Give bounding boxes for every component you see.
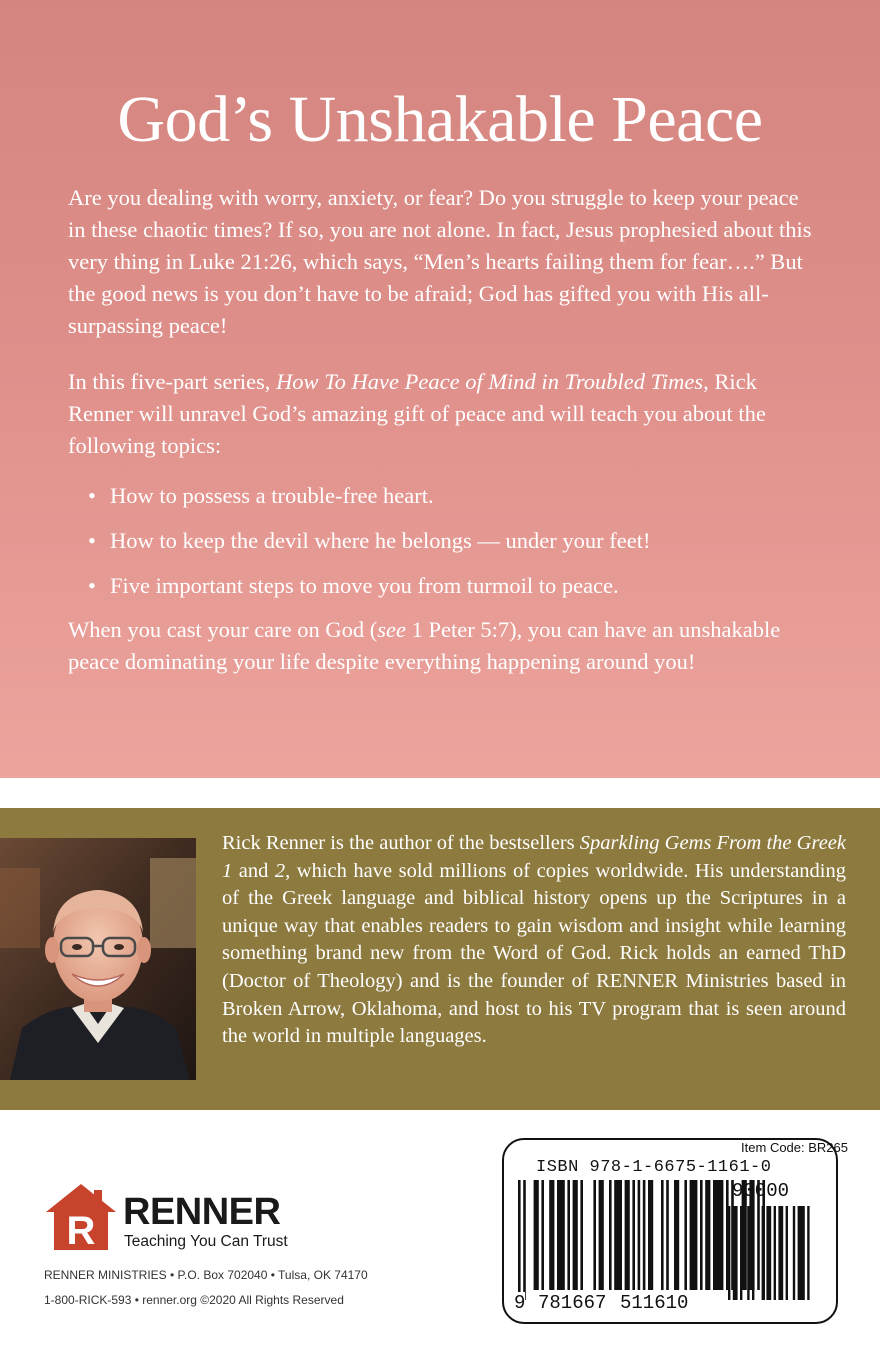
author-bio (222, 830, 846, 1051)
barcode-bar-18 (661, 1180, 664, 1290)
barcode-addon-bar-42 (793, 1206, 795, 1300)
barcode-bar-14 (632, 1180, 635, 1290)
closing-lead: When you cast your care on God ( (68, 617, 378, 642)
series-lead: In this five-part series, (68, 369, 277, 394)
author-bio-band (0, 808, 880, 1110)
closing-rest: , you can have an unshakable peace dominating your life despite everything happening around you! (68, 617, 781, 674)
publisher-contact: 1-800-RICK-593 • renner.org ©2020 All Rights Reserved (44, 1293, 344, 1307)
series-title: How To Have Peace of Mind in Troubled Times (276, 369, 704, 394)
item-code: Item Code: BR265 (741, 1140, 848, 1155)
barcode-bar-25 (713, 1180, 723, 1290)
book-title: God’s Unshakable Peace (117, 83, 763, 156)
closing-paragraph (68, 614, 820, 678)
barcode-bar-16 (643, 1180, 646, 1290)
barcode-bar-22 (690, 1180, 698, 1290)
publisher-address: RENNER MINISTRIES • P.O. Box 702040 • Tulsa, OK 74170 (44, 1268, 368, 1282)
publisher-tagline: Teaching You Can Trust (124, 1233, 288, 1250)
bio-book-title: Sparkling Gems From the Greek 1 (222, 832, 846, 882)
bio-text: and (232, 859, 275, 882)
author-photo (0, 838, 196, 1080)
barcode-digits-left: 781667 (538, 1292, 607, 1314)
series-rest: , Rick Renner will unravel God’s amazing gift of peace and will teach you about the following topics: (68, 369, 766, 458)
series-paragraph (68, 366, 820, 462)
logo-letter: R (66, 1209, 96, 1252)
barcode-bar-4 (549, 1180, 554, 1290)
barcode-bar-10 (599, 1180, 604, 1290)
renner-house-logo-icon (44, 1182, 118, 1252)
barcode-addon-bar-43 (798, 1206, 805, 1300)
barcode-bar-24 (705, 1180, 710, 1290)
barcode-bar-19 (666, 1180, 669, 1290)
barcode-addon-bar-37 (762, 1206, 764, 1300)
barcode-bar-3 (541, 1180, 544, 1290)
barcode-bar-21 (684, 1180, 687, 1290)
barcode-bar-1 (523, 1180, 526, 1300)
topic-item: • How to keep the devil where he belongs — under your feet! (88, 525, 828, 557)
barcode-bar-6 (567, 1180, 570, 1290)
barcode-digit-first: 9 (514, 1292, 526, 1314)
barcode-bar-20 (674, 1180, 679, 1290)
barcode-digits-right: 511610 (620, 1292, 689, 1314)
barcode-addon-bar-40 (778, 1206, 783, 1300)
barcode-bar-9 (593, 1180, 596, 1290)
barcode-addon-bar-34 (740, 1206, 742, 1300)
barcode-addon-bar-39 (774, 1206, 776, 1300)
barcode-addon-bar-44 (807, 1206, 809, 1300)
barcode-addon: 90000 (732, 1180, 790, 1202)
barcode-bar-2 (534, 1180, 539, 1290)
barcode-bar-5 (557, 1180, 565, 1290)
topic-item: • Five important steps to move you from turmoil to peace. (88, 570, 828, 602)
bio-book-volume: 2 (274, 859, 286, 882)
barcode-addon-bar-33 (733, 1206, 738, 1300)
barcode-bar-17 (648, 1180, 653, 1290)
barcode-addon-bar-32 (728, 1206, 730, 1300)
isbn-text: ISBN 978-1-6675-1161-0 (536, 1158, 772, 1177)
barcode-bar-8 (580, 1180, 583, 1290)
closing-ref: 1 Peter 5:7) (406, 617, 517, 642)
barcode-addon-bar-35 (747, 1206, 749, 1300)
barcode-bar-0 (518, 1180, 521, 1300)
barcode-bar-12 (614, 1180, 622, 1290)
bio-text: , which have sold millions of copies worldwide. His understanding of the Greek language and biblical history opens up the Scriptures in a unique way that enables readers to gain wisdom and insight while learning something brand new from the Word of God. Rick holds an earned ThD (Doctor of Theology) and is the founder of RENNER Ministries based in Broken Arrow, Oklahoma, and host to his TV program that is seen around the world in multiple languages. (222, 859, 846, 1048)
barcode-bar-13 (625, 1180, 630, 1290)
barcode-bar-15 (638, 1180, 641, 1290)
barcode-bar-11 (609, 1180, 612, 1290)
intro-paragraph (68, 182, 820, 342)
barcode-bar-23 (700, 1180, 703, 1290)
barcode-bar-7 (573, 1180, 578, 1290)
intro-text: Are you dealing with worry, anxiety, or fear? Do you struggle to keep your peace in these chaotic times? If so, you are not alone. In fact, Jesus prophesied about this very thing in Luke 21:26, which says, “Men’s hearts failing them for fear….” But the good news is you don’t have to be afraid; God has gifted you with His all-surpassing peace! (68, 185, 812, 338)
bio-text: Rick Renner is the author of the bestsellers (222, 832, 580, 854)
publisher-name: RENNER (123, 1191, 281, 1233)
topics-list (88, 480, 828, 615)
topic-item: • How to possess a trouble-free heart. (88, 480, 828, 512)
barcode-addon-bar-38 (766, 1206, 771, 1300)
barcode-addon-bar-36 (752, 1206, 754, 1300)
closing-see: see (377, 617, 406, 642)
barcode-addon-bar-41 (786, 1206, 788, 1300)
